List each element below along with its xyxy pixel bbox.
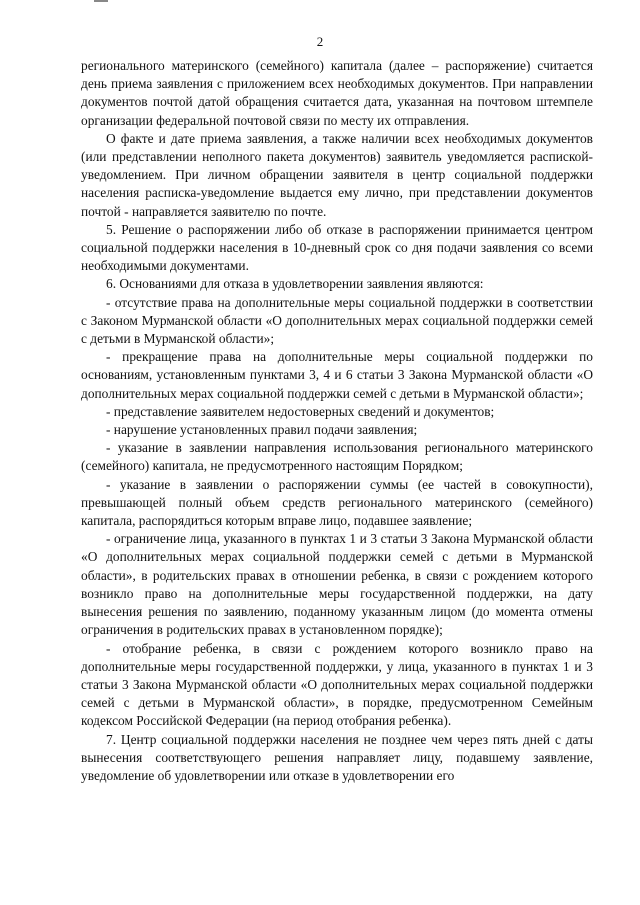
paragraph: - отобрание ребенка, в связи с рождением которого возникло право на дополнительные меры государственной поддержки, у лица, указанного в пунктах 1 и 3 статьи 3 Закона Мурманской области «О дополнительных мерах социальной поддержки семей с детьми в Мурманской области», в порядке, предусмотренном Семейным кодексом Российской Федерации (на период отобрания ребенка). [81,640,593,729]
page-number: 2 [316,34,324,49]
paragraph: 7. Центр социальной поддержки населения не позднее чем через пять дней с даты вынесения соответствующего решения направляет лицу, подавшему заявление, уведомление об удовлетворении или отказе в удовлетворении его [81,731,593,783]
paragraph: - указание в заявлении о распоряжении суммы (ее частей в совокупности), превышающей полный объем средств регионального материнского (семейного) капитала, распорядиться которым вправе лицо, подавшее заявление; [81,476,593,529]
document-body [81,57,593,785]
paragraph: - прекращение права на дополнительные меры социальной поддержки по основаниям, установленным пунктами 3, 4 и 6 статьи 3 Закона Мурманской области «О дополнительных мерах социальной поддержки семей с детьми в Мурманской области»; [81,349,593,401]
paragraph: - указание в заявлении направления использования регионального материнского (семейного) капитала, не предусмотренного настоящим Порядком; [81,440,593,474]
paragraph: регионального материнского (семейного) капитала (далее – распоряжение) считается день приема заявления с приложением всех необходимых документов. При направлении документов почтой датой обращения считается дата, указанная на почтовом штемпеле организации федеральной почтовой связи по месту их отправления. [81,58,593,128]
paragraph: 5. Решение о распоряжении либо об отказе в распоряжении принимается центром социальной поддержки населения в 10-дневный срок со дня подачи заявления со всеми необходимыми документами. [81,221,593,274]
paragraph: 6. Основаниями для отказа в удовлетворении заявления являются: [106,276,484,292]
scan-mark [94,0,108,2]
paragraph: - отсутствие права на дополнительные меры социальной поддержки в соответствии с Законом Мурманской области «О дополнительных мерах социальной поддержки семей с детьми в Мурманской области»; [81,294,593,347]
paragraph: - нарушение установленных правил подачи заявления; [106,422,418,438]
paragraph: - ограничение лица, указанного в пунктах 1 и 3 статьи 3 Закона Мурманской области «О дополнительных мерах социальной поддержки семей с детьми в Мурманской области», в родительских правах в отношении ребенка, в связи с рождением которого возникло право на дополнительные меры государственной поддержки, на дату вынесения решения по заявлению, поданному указанным лицом (до момента отмены ограничения в родительских правах в установленном порядке); [81,531,593,638]
paragraph: О факте и дате приема заявления, а также наличии всех необходимых документов (или представлении неполного пакета документов) заявитель уведомляется распиской-уведомлением. При личном обращении заявителя в центр социальной поддержки населения расписка-уведомление выдается ему лично, при представлении документов почтой - направляется заявителю по почте. [81,130,593,219]
paragraph: - представление заявителем недостоверных сведений и документов; [106,403,495,419]
